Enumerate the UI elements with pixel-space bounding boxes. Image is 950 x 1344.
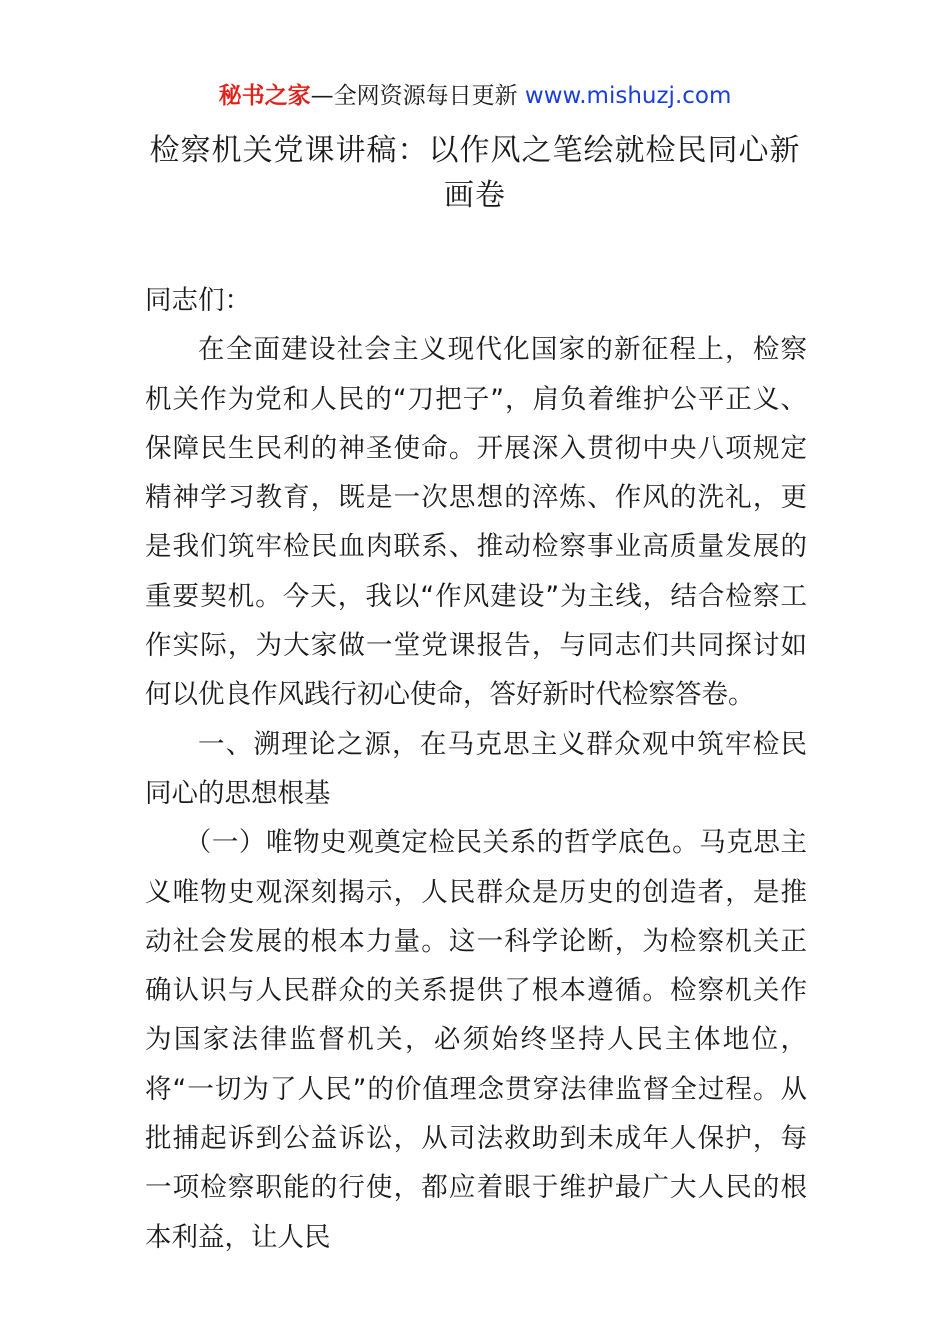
site-header <box>0 80 950 112</box>
site-url-link[interactable]: www.mishuzj.com <box>524 83 732 109</box>
paragraph-subsection-1: （一）唯物史观奠定检民关系的哲学底色。马克思主义唯物史观深刻揭示，人民群众是历史的创造者，是推动社会发展的根本力量。这一科学论断，为检察机关正确认识与人民群众的关系提供了根本遵循。检察机关作为国家法律监督机关，必须始终坚持人民主体地位，将“一切为了人民”的价值理念贯穿法律监督全过程。从批捕起诉到公益诉讼，从司法救助到未成年人保护，每一项检察职能的行使，都应着眼于维护最广大人民的根本利益，让人民 <box>145 827 807 1253</box>
brand-name: 秘书之家 <box>218 83 311 109</box>
section-heading: 一、溯理论之源，在马克思主义群众观中筑牢检民同心的思想根基 <box>145 728 807 809</box>
paragraph-intro: 在全面建设社会主义现代化国家的新征程上，检察机关作为党和人民的“刀把子”，肩负着维护公平正义、保障民生民利的神圣使命。开展深入贯彻中央八项规定精神学习教育，既是一次思想的淬炼、作风的洗礼，更是我们筑牢检民血肉联系、推动检察事业高质量发展的重要契机。今天，我以“作风建设”为主线，结合检察工作实际，为大家做一堂党课报告，与同志们共同探讨如何以优良作风践行初心使命，答好新时代检察答卷。 <box>145 334 807 711</box>
salutation: 同志们： <box>145 285 251 316</box>
document-title: 检察机关党课讲稿：以作风之笔绘就检民同心新画卷 <box>149 133 801 213</box>
header-tagline: —全网资源每日更新 <box>310 83 525 109</box>
document-body <box>145 276 807 1262</box>
